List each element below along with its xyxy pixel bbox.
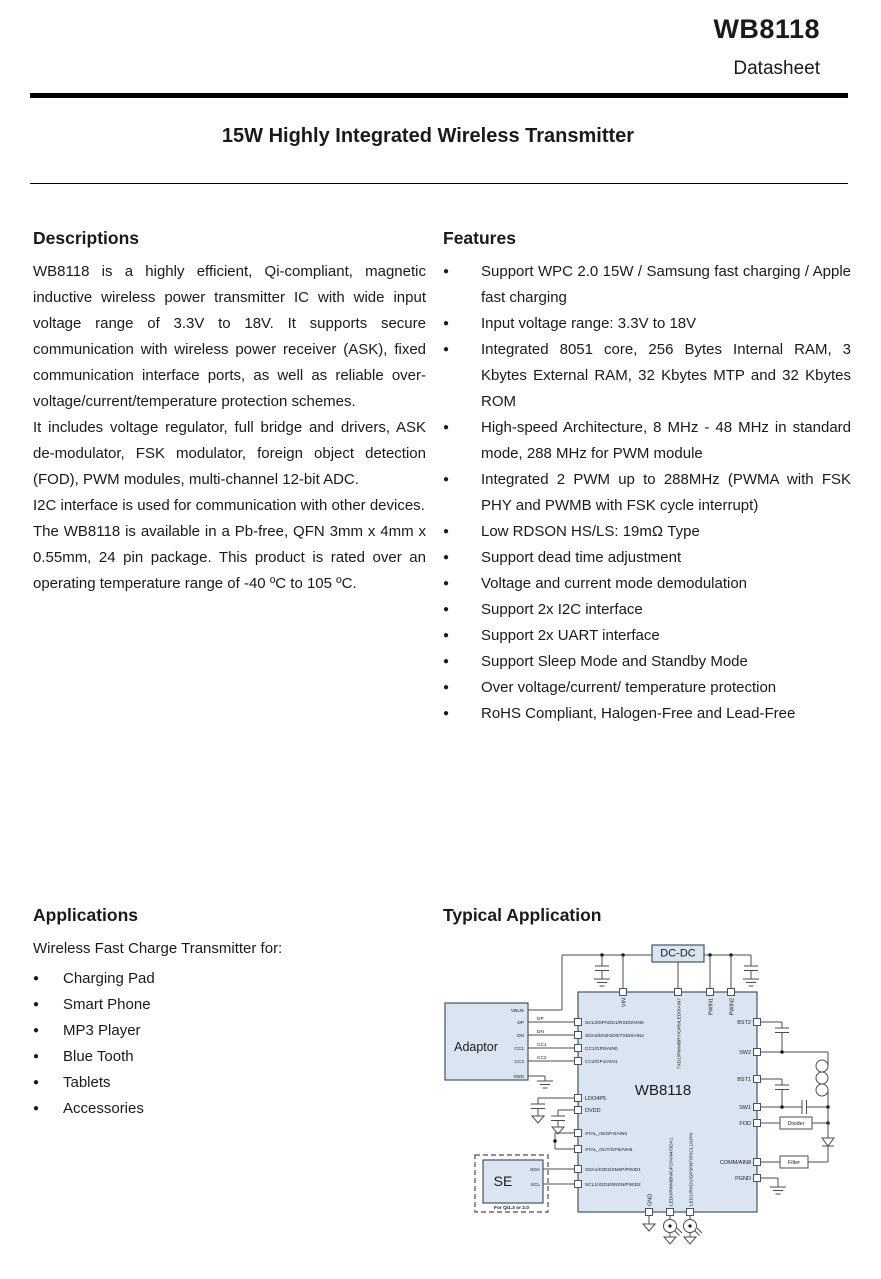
pin-label: SCL0/DP/IOD1/RXD0/AIN0: [585, 1020, 644, 1026]
doc-type: Datasheet: [733, 58, 820, 79]
ground-arrow-icon: [643, 1224, 655, 1231]
description-paragraph: I2C interface is used for communication with other devices.: [33, 497, 425, 514]
adaptor-pin-label: DN: [517, 1034, 524, 1039]
adaptor-pin-label: GND: [513, 1075, 524, 1080]
bullet-icon: ●: [443, 708, 450, 719]
ground-arrow-icon: [684, 1237, 696, 1244]
se-label: SE: [493, 1173, 513, 1189]
feature-item: ● Integrated 2 PWM up to 288MHz (PWMA with FSK PHY and PWMB with FSK cycle interrupt): [443, 467, 851, 519]
bullet-icon: ●: [443, 552, 450, 563]
ic-label: WB8118: [634, 1082, 692, 1099]
page-title: 15W Highly Integrated Wireless Transmitter: [221, 125, 635, 147]
se-box: [483, 1160, 543, 1203]
feature-item: ● RoHS Compliant, Halogen-Free and Lead-Free: [443, 701, 851, 727]
typical-application-section: [443, 905, 851, 936]
pin-label: SW1: [739, 1104, 751, 1111]
ground-arrow-icon: [664, 1237, 676, 1244]
bullet-icon: ●: [443, 682, 450, 693]
description-paragraph: It includes voltage regulator, full bridge and drivers, ASK de-modulator, FSK modulator, foreign object detection (FOD), PWM modules, multi-channel 12-bit ADC.: [33, 419, 426, 488]
pin-label: BST2: [737, 1019, 751, 1026]
descriptions-section: [33, 228, 426, 597]
pin-label: PWIN2: [729, 998, 736, 1016]
filter-label: Filter: [787, 1160, 801, 1166]
wire-label: DP: [537, 1017, 544, 1022]
bullet-icon: ●: [33, 1077, 40, 1088]
bullet-icon: ●: [443, 266, 450, 277]
bullet-icon: ●: [443, 604, 450, 615]
se-pin-label: SDA: [530, 1168, 540, 1173]
typical-application-heading: Typical Application: [443, 905, 602, 925]
divider-label: Divider: [787, 1121, 805, 1127]
applications-list: [33, 966, 426, 1122]
pin-label: DVDD: [585, 1107, 601, 1114]
se-pin-label: SCL: [530, 1183, 540, 1188]
dcdc-label: DC-DC: [660, 947, 696, 960]
adaptor-label: Adaptor: [454, 1040, 498, 1054]
pin-label: COMM/AIN8: [719, 1159, 751, 1166]
wire-label: DN: [537, 1030, 544, 1035]
pin-label: VIN: [621, 998, 628, 1008]
descriptions-heading: Descriptions: [33, 228, 139, 248]
wire-label: CC1: [537, 1043, 547, 1048]
adaptor-pin-label: CC2: [514, 1060, 524, 1065]
application-item: ● Smart Phone: [33, 992, 426, 1018]
typical-application-diagram: [440, 935, 881, 1279]
features-section: [443, 228, 851, 727]
bullet-icon: ●: [443, 422, 450, 433]
features-list: [443, 259, 851, 727]
feature-item: ● Over voltage/current/ temperature protection: [443, 675, 851, 701]
pin-label: LDO4P5: [585, 1095, 607, 1102]
application-item: ● Charging Pad: [33, 966, 426, 992]
application-item: ● Tablets: [33, 1070, 426, 1096]
pin-label: SCL1/IOD3/SNSN/PWID2: [585, 1182, 641, 1188]
applications-heading: Applications: [33, 905, 139, 925]
pin-label: PGND: [735, 1175, 751, 1182]
pin-label: SDA1/IOD2/SNSP/PWID1: [585, 1167, 641, 1173]
wire-label: CC2: [537, 1056, 547, 1061]
feature-item: ● High-speed Architecture, 8 MHz - 48 MHz in standard mode, 288 MHz for PWM module: [443, 415, 851, 467]
header-rule-thin: [30, 183, 848, 184]
feature-item: ● Integrated 8051 core, 256 Bytes Internal RAM, 3 Kbytes External RAM, 32 Kbytes MTP and 32 Kbytes ROM: [443, 337, 851, 415]
feature-item: ● Support Sleep Mode and Standby Mode: [443, 649, 851, 675]
bullet-icon: ●: [33, 1051, 40, 1062]
header-rule-thick: [30, 93, 848, 98]
features-heading: Features: [443, 228, 516, 248]
bullet-icon: ●: [443, 474, 450, 485]
pin-label: TXD1/PWMBRY/GP6/LED0/AIN7: [677, 998, 683, 1070]
bullet-icon: ●: [33, 1025, 40, 1036]
se-note: For Qi1.3 or 2.0: [494, 1206, 529, 1211]
adaptor-pin-label: VBUS: [510, 1009, 524, 1014]
application-item: ● MP3 Player: [33, 1018, 426, 1044]
pin-label: SDA0/DN/IOD0/TXD0/AIN2: [585, 1033, 644, 1039]
diode-icon: [822, 1138, 834, 1146]
feature-item: ● Support 2x UART interface: [443, 623, 851, 649]
applications-intro: Wireless Fast Charge Transmitter for:: [33, 940, 283, 957]
bullet-icon: ●: [443, 578, 450, 589]
description-paragraph: WB8118 is a highly efficient, Qi-compliant, magnetic inductive wireless power transmitter IC with wide input voltage range of 3.3V to 18V. It supports secure communication with wireless power receiver (ASK), fixed communication interface ports, as well as reliable over-voltage/current/temperature protection schemes.: [33, 263, 426, 410]
adaptor-pin-label: CC1: [514, 1047, 524, 1052]
application-item: ● Accessories: [33, 1096, 426, 1122]
adaptor-pin-label: DP: [517, 1021, 524, 1026]
pin-label: FOD: [739, 1120, 751, 1127]
feature-item: ● Support dead time adjustment: [443, 545, 851, 571]
application-item: ● Blue Tooth: [33, 1044, 426, 1070]
pin-label: SW2: [739, 1049, 751, 1056]
bullet-icon: ●: [33, 999, 40, 1010]
description-paragraph: The WB8118 is available in a Pb-free, QFN 3mm x 4mm x 0.55mm, 24 pin package. This product is rated over an operating temperature range of -40 ºC to 105 ºC.: [33, 523, 426, 592]
feature-item: ● Low RDSON HS/LS: 19mΩ Type: [443, 519, 851, 545]
bullet-icon: ●: [443, 344, 450, 355]
bullet-icon: ●: [33, 973, 40, 984]
pin-label: CC1/GP0/AIN0: [585, 1046, 618, 1052]
pin-label: BST1: [737, 1076, 751, 1083]
bullet-icon: ●: [443, 630, 450, 641]
pin-label: LED1/RXD1/GP3/INT0/SCL1/LPN: [689, 1133, 695, 1206]
bullet-icon: ●: [443, 318, 450, 329]
pin-label: CC2/GP1/AIN1: [585, 1059, 618, 1065]
bullet-icon: ●: [33, 1103, 40, 1114]
bullet-icon: ●: [443, 656, 450, 667]
product-name: WB8118: [713, 14, 820, 44]
bullet-icon: ●: [443, 526, 450, 537]
pin-label: XTAL_OUT/GP5/AIN6: [585, 1147, 633, 1153]
pin-label: PWIN1: [708, 998, 715, 1016]
applications-section: [33, 905, 426, 1122]
feature-item: ● Support WPC 2.0 15W / Samsung fast charging / Apple fast charging: [443, 259, 851, 311]
feature-item: ● Input voltage range: 3.3V to 18V: [443, 311, 851, 337]
pin-label: XTAL_IN/GP4/AIN5: [585, 1131, 628, 1137]
pin-label: LED0/PWMBN/GP2/AIN4/SDA1: [669, 1137, 675, 1206]
feature-item: ● Voltage and current mode demodulation: [443, 571, 851, 597]
pin-label: GND: [647, 1193, 654, 1206]
feature-item: ● Support 2x I2C interface: [443, 597, 851, 623]
ground-arrow-icon: [532, 1116, 544, 1123]
